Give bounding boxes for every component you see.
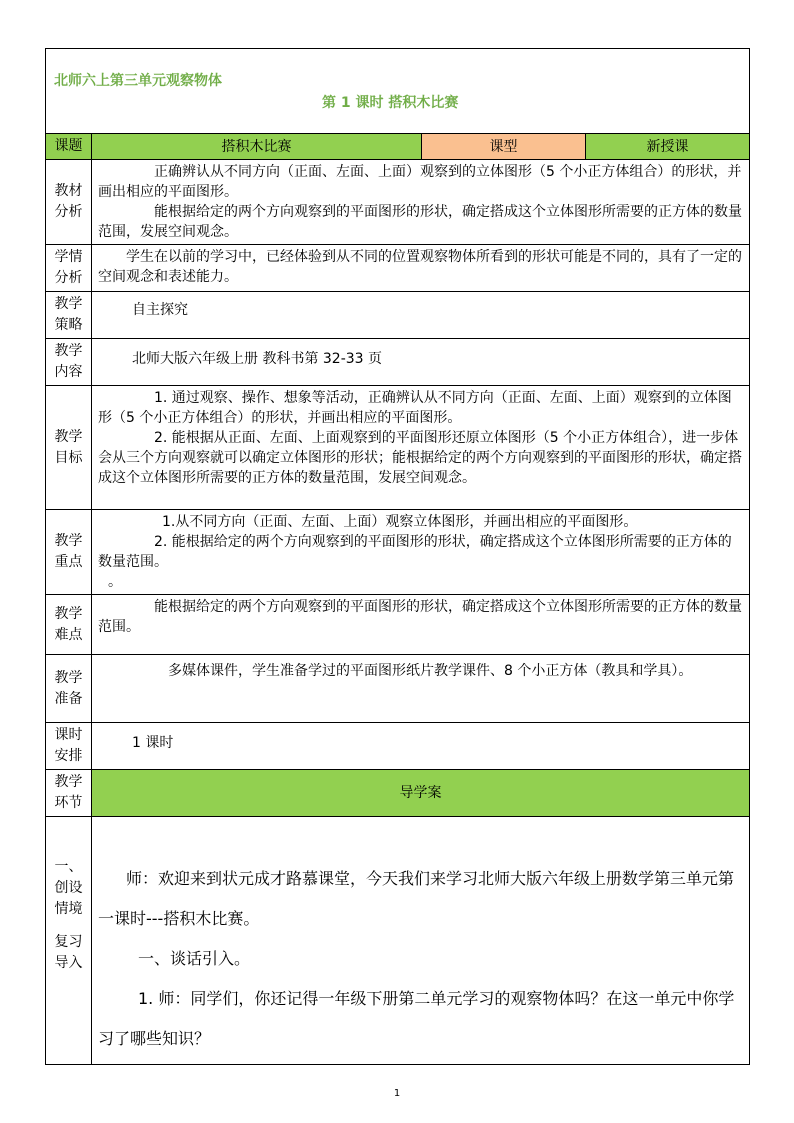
keypoints-row	[46, 510, 750, 595]
title-cell	[46, 49, 750, 134]
intro-label: 一、 创设 情境 复习 导入	[46, 817, 92, 1065]
difficulty-label: 教学 难点	[46, 595, 92, 655]
intro-content: 师：欢迎来到状元成才路慕课堂，今天我们来学习北师大版六年级上册数学第三单元第一课时---搭积木比赛。 一、谈话引入。 1. 师：同学们，你还记得一年级下册第二单元学习的观察物体吗？在这一单元中你学习了哪些知识？	[92, 817, 750, 1065]
sections-row	[46, 770, 750, 817]
goals-content: 1. 通过观察、操作、想象等活动，正确辨认从不同方向（正面、左面、上面）观察到的立体图形（5 个小正方体组合）的形状，并画出相应的平面图形。 2. 能根据从正面、左面、上面观察到的平面图形还原立体图形（5 个小正方体组合），进一步体会从三个方向观察就可以确定立体图形的形状；能根据给定的两个方向观察到的平面图形的形状，确定搭成这个立体图形所需要的正方体的数量范围，发展空间观念。	[92, 386, 750, 510]
textbook-analysis-row	[46, 160, 750, 245]
textbook-analysis-label: 教材 分析	[46, 160, 92, 245]
keypoints-label: 教学 重点	[46, 510, 92, 595]
sections-label: 教学 环节	[46, 770, 92, 817]
strategy-label: 教学 策略	[46, 292, 92, 339]
preparation-label: 教学 准备	[46, 655, 92, 723]
title-row	[46, 49, 750, 134]
type-value: 新授课	[586, 134, 750, 160]
preparation-row	[46, 655, 750, 723]
schedule-content: 1 课时	[92, 723, 750, 770]
strategy-row	[46, 292, 750, 339]
preparation-content: 多媒体课件，学生准备学过的平面图形纸片教学课件、8 个小正方体（教具和学具）。	[92, 655, 750, 723]
goals-row	[46, 386, 750, 510]
topic-value: 搭积木比赛	[92, 134, 422, 160]
content-row	[46, 339, 750, 386]
keypoints-content: 1.从不同方向（正面、左面、上面）观察立体图形，并画出相应的平面图形。 2. 能根据给定的两个方向观察到的平面图形的形状，确定搭成这个立体图形所需要的正方体的数量范围。 。	[92, 510, 750, 595]
info-row	[46, 134, 750, 160]
strategy-content: 自主探究	[92, 292, 750, 339]
difficulty-content: 能根据给定的两个方向观察到的平面图形的形状，确定搭成这个立体图形所需要的正方体的数量范围。	[92, 595, 750, 655]
sections-value: 导学案	[92, 770, 750, 817]
lesson-title: 第 1 课时 搭积木比赛	[322, 95, 459, 111]
student-analysis-row	[46, 245, 750, 292]
page-number: 1	[393, 1088, 401, 1099]
content-value: 北师大版六年级上册 教科书第 32-33 页	[92, 339, 750, 386]
schedule-row	[46, 723, 750, 770]
student-analysis-content: 学生在以前的学习中，已经体验到从不同的位置观察物体所看到的形状可能是不同的，具有了一定的空间观念和表述能力。	[92, 245, 750, 292]
unit-title: 北师六上第三单元观察物体	[54, 73, 222, 89]
topic-label: 课题	[46, 134, 92, 160]
intro-row	[46, 817, 750, 1065]
student-analysis-label: 学情 分析	[46, 245, 92, 292]
difficulty-row	[46, 595, 750, 655]
textbook-analysis-content: 正确辨认从不同方向（正面、左面、上面）观察到的立体图形（5 个小正方体组合）的形状，并画出相应的平面图形。 能根据给定的两个方向观察到的平面图形的形状，确定搭成这个立体图形所需要的正方体的数量范围，发展空间观念。	[92, 160, 750, 245]
type-label: 课型	[422, 134, 586, 160]
lesson-plan-document	[45, 48, 749, 1065]
content-label: 教学 内容	[46, 339, 92, 386]
lesson-plan-table	[45, 48, 750, 1065]
schedule-label: 课时 安排	[46, 723, 92, 770]
goals-label: 教学 目标	[46, 386, 92, 510]
